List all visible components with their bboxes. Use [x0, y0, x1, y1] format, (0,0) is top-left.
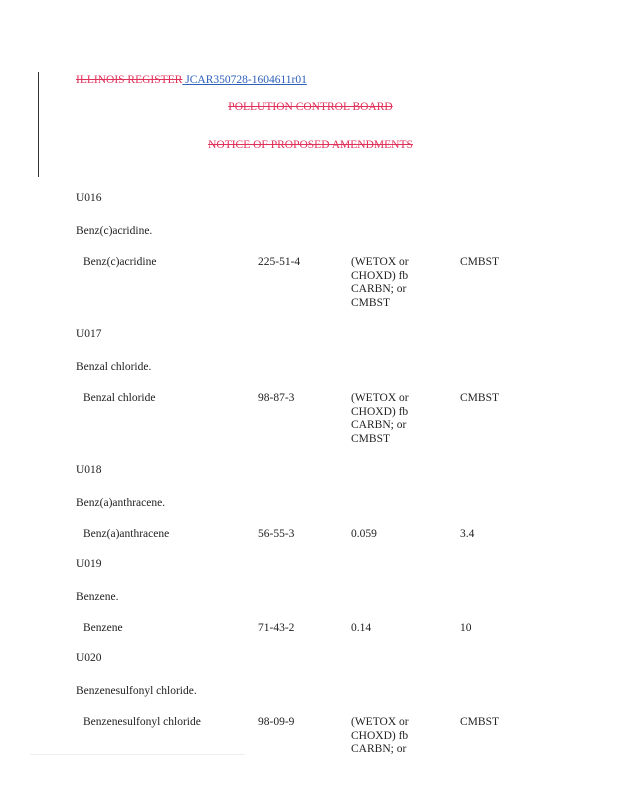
revision-change-bar [38, 72, 39, 177]
nonwastewater-standard-cell: 3.4 [460, 528, 475, 540]
table-row [76, 256, 576, 312]
cas-number-cell: 98-09-9 [258, 716, 295, 728]
nonwastewater-standard-cell: 10 [460, 622, 472, 634]
waste-code: U017 [76, 328, 102, 340]
table-row [76, 528, 576, 542]
waste-code: U020 [76, 652, 102, 664]
cas-number-cell: 56-55-3 [258, 528, 295, 540]
register-inserted-text: JCAR350728-1604611r01 [185, 74, 307, 86]
wastewater-standard-cell: 0.14 [351, 622, 372, 634]
constituent-cell: Benz(c)acridine [83, 256, 157, 268]
notice-struck-text: NOTICE OF PROPOSED AMENDMENTS [208, 139, 413, 151]
nonwastewater-standard-cell: CMBST [460, 716, 499, 728]
board-struck-text: POLLUTION CONTROL BOARD [228, 101, 393, 113]
footer-rule [30, 754, 245, 755]
waste-name: Benzene. [76, 590, 119, 603]
board-header [0, 101, 621, 113]
wastewater-standard-cell: (WETOX or CHOXD) fb CARBN; or CMBST [351, 392, 409, 445]
wastewater-standard-cell: (WETOX or CHOXD) fb CARBN; or CMBST [351, 256, 409, 309]
register-struck-text: ILLINOIS REGISTER [76, 74, 183, 86]
table-row [76, 716, 576, 756]
waste-code: U019 [76, 558, 102, 570]
waste-code: U016 [76, 192, 102, 204]
table-row [76, 392, 576, 448]
constituent-cell: Benzenesulfonyl chloride [83, 716, 201, 728]
nonwastewater-standard-cell: CMBST [460, 392, 499, 404]
cas-number-cell: 225-51-4 [258, 256, 301, 268]
treatment-standards-list [76, 192, 576, 772]
cas-number-cell: 71-43-2 [258, 622, 295, 634]
nonwastewater-standard-cell: CMBST [460, 256, 499, 268]
wastewater-standard-cell: (WETOX or CHOXD) fb CARBN; or [351, 716, 409, 755]
waste-code: U018 [76, 464, 102, 476]
waste-name: Benzal chloride. [76, 360, 152, 373]
wastewater-standard-cell: 0.059 [351, 528, 377, 540]
waste-name: Benzenesulfonyl chloride. [76, 684, 197, 697]
constituent-cell: Benzal chloride [83, 392, 156, 404]
constituent-cell: Benz(a)anthracene [83, 528, 170, 540]
notice-header [0, 139, 621, 151]
table-row [76, 622, 576, 636]
waste-name: Benz(a)anthracene. [76, 496, 166, 509]
cas-number-cell: 98-87-3 [258, 392, 295, 404]
register-header [76, 74, 307, 86]
constituent-cell: Benzene [83, 622, 123, 634]
waste-name: Benz(c)acridine. [76, 224, 153, 237]
